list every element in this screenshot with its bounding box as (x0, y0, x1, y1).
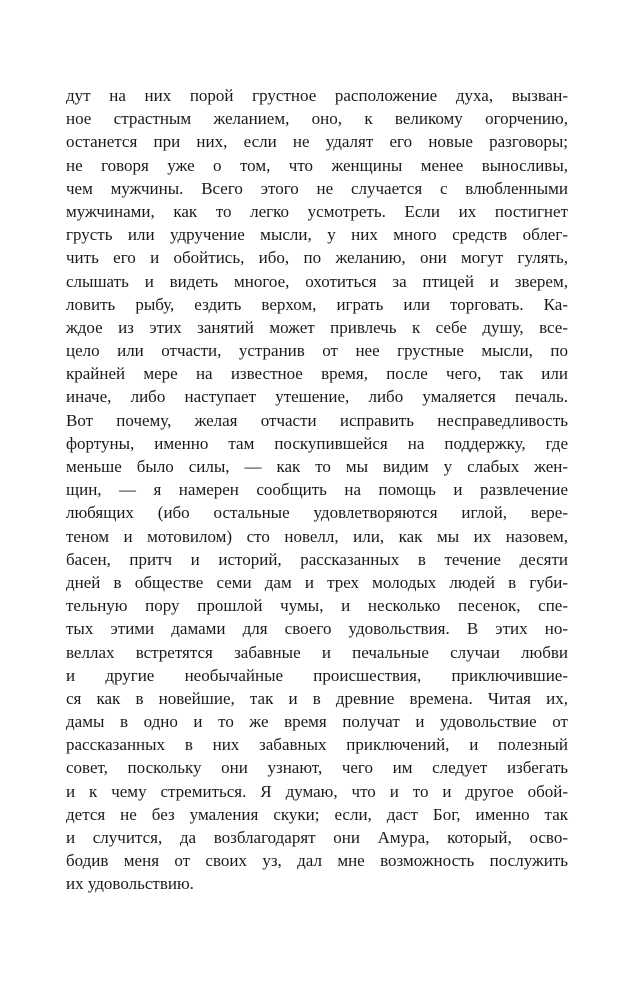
text-line: Вот почему, желая отчасти исправить несправедливость (66, 410, 568, 430)
text-line: и другие необычайные происшествия, приключившие- (66, 665, 568, 685)
text-line: не говоря уже о том, что женщины менее выносливы, (66, 155, 568, 175)
text-line: совет, поскольку они узнают, чего им следует избегать (66, 758, 568, 778)
text-line: дамы в одно и то же время получат и удовольствие от (66, 712, 568, 732)
text-line: слышать и видеть многое, охотиться за птицей и зверем, (66, 271, 568, 291)
text-line: грусть или удручение мысли, у них много средств облег- (66, 225, 568, 245)
text-line: меньше было силы, — как то мы видим у слабых жен- (66, 457, 568, 476)
text-line: фортуны, именно там поскупившейся на поддержку, где (66, 433, 568, 453)
text-line: теном и мотовилом) сто новелл, или, как мы их назовем, (66, 526, 568, 546)
text-line: тельную пору прошлой чумы, и несколько песенок, спе- (66, 596, 568, 616)
text-line: мужчинами, как то легко усмотреть. Если их постигнет (66, 201, 568, 221)
text-line: дут на них порой грустное расположение духа, вызван- (66, 86, 568, 105)
text-line: дется не без умаления скуки; если, даст Бог, именно так (66, 804, 568, 824)
text-line: и случится, да возблагодарят они Амура, который, осво- (66, 828, 568, 847)
text-line: ное страстным желанием, оно, к великому огорчению, (66, 109, 568, 129)
text-line: чить его и обойтись, ибо, по желанию, они могут гулять, (66, 248, 568, 268)
text-line: тых этими дамами для своего удовольствия. В этих но- (66, 619, 568, 639)
text-line: ловить рыбу, ездить верхом, играть или торговать. Ка- (66, 294, 568, 314)
text-line: дней в обществе семи дам и трех молодых людей в губи- (66, 572, 568, 592)
text-line: веллах встретятся забавные и печальные случаи любви (66, 642, 568, 662)
text-line: останется при них, если не удалят его новые разговоры; (66, 132, 568, 152)
text-line: крайней мере на известное время, после чего, так или (66, 364, 568, 384)
text-line: цело или отчасти, устранив от нее грустные мысли, по (66, 341, 568, 361)
text-line: рассказанных в них забавных приключений, и полезный (66, 735, 568, 755)
text-line: и к чему стремиться. Я думаю, что и то и другое обой- (66, 781, 568, 801)
text-line: чем мужчины. Всего этого не случается с влюбленными (66, 178, 568, 198)
text-line: щин, — я намерен сообщить на помощь и развлечение (66, 480, 568, 500)
text-line: бодив меня от своих уз, дал мне возможность послужить (66, 851, 568, 871)
text-line: ждое из этих занятий может привлечь к себе душу, все- (66, 317, 568, 337)
text-line: их удовольствию. (66, 874, 194, 894)
text-line: любящих (ибо остальные удовлетворяются иглой, вере- (66, 503, 568, 523)
text-line: басен, притч и историй, рассказанных в течение десяти (66, 549, 568, 569)
paragraph-text (66, 84, 568, 896)
text-line: ся как в новейшие, так и в древние времена. Читая их, (66, 688, 568, 708)
text-line: иначе, либо наступает утешение, либо умаляется печаль. (66, 387, 568, 407)
